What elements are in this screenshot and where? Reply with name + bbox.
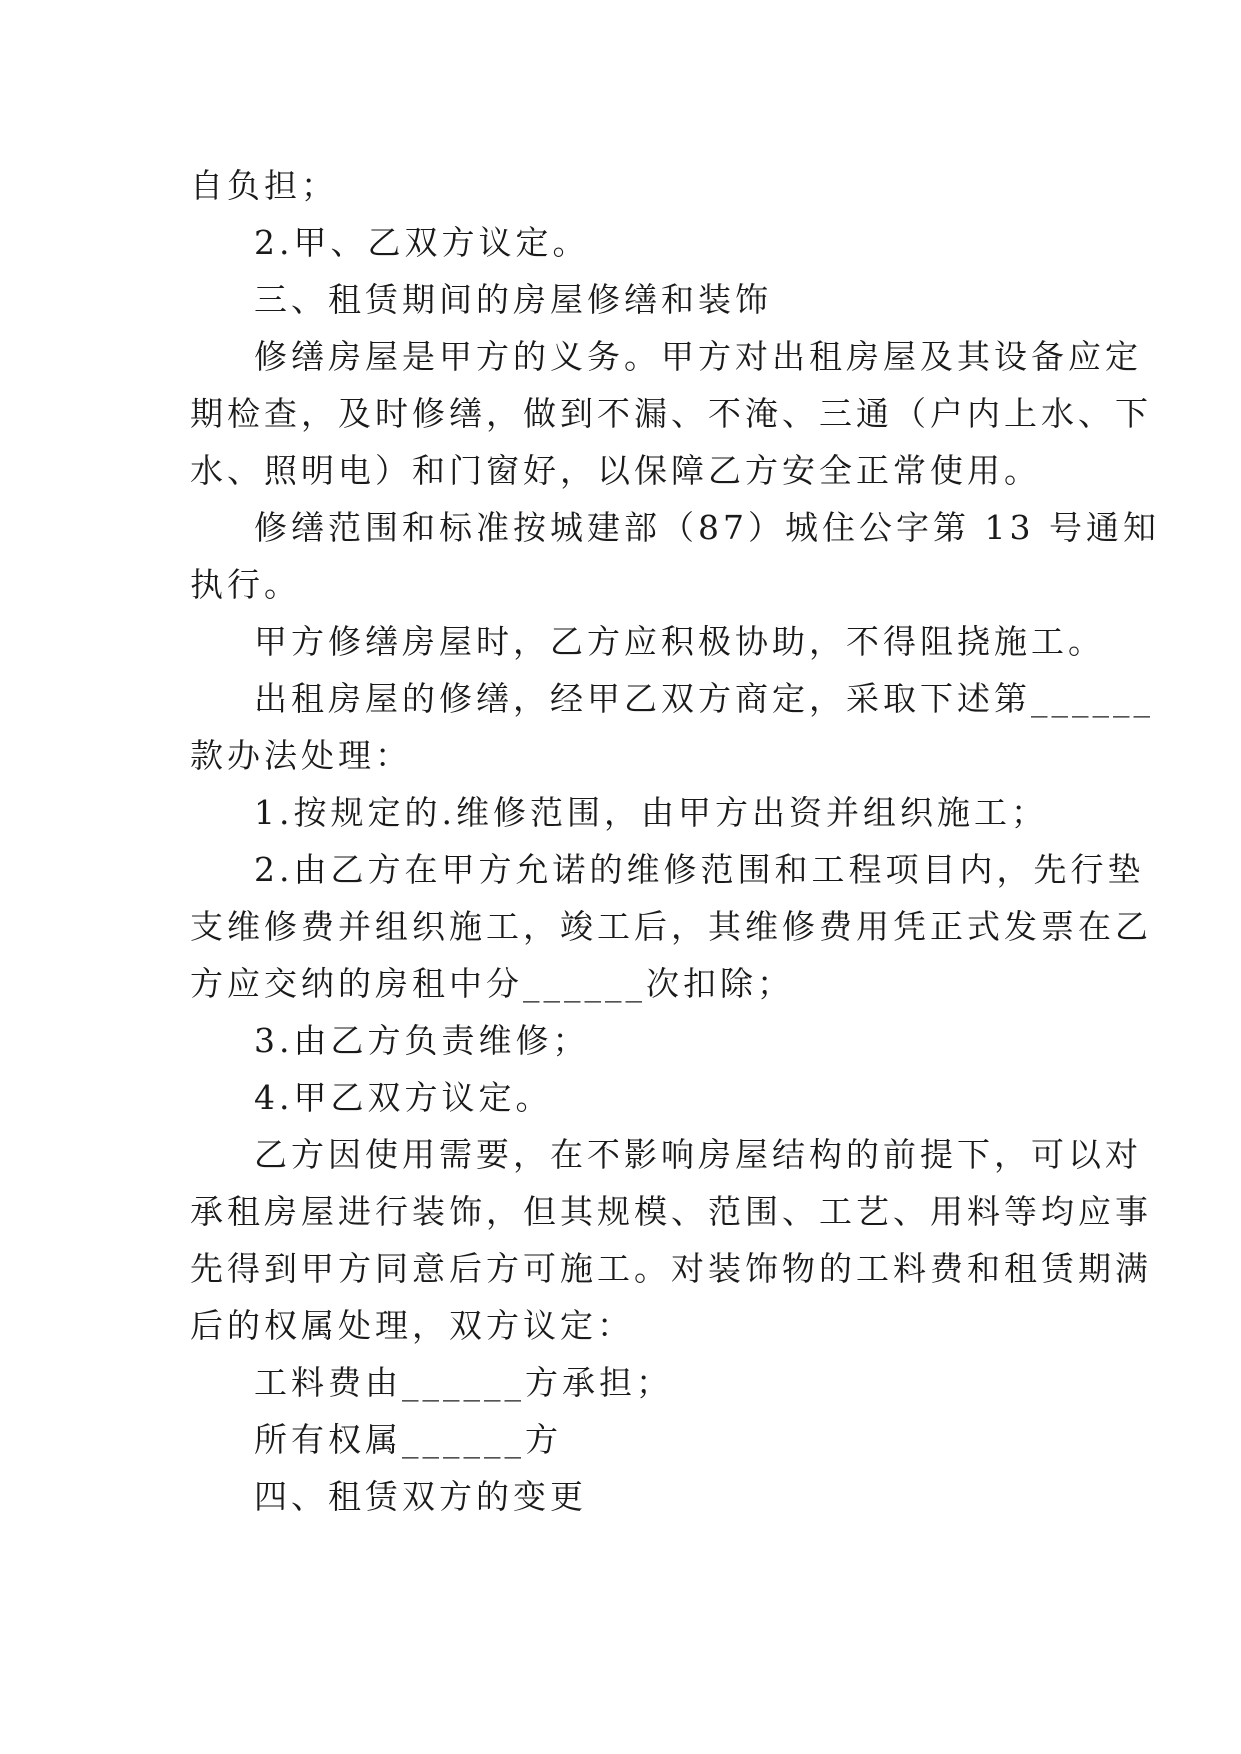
list-item: 4.甲乙双方议定。 — [254, 1078, 553, 1117]
text-line: 款办法处理： — [190, 736, 412, 775]
list-item: 3.由乙方负责维修； — [254, 1021, 590, 1060]
text-line: 承租房屋进行装饰，但其规模、范围、工艺、用料等均应事 — [190, 1192, 1152, 1231]
text-line: 水、照明电）和门窗好，以保障乙方安全正常使用。 — [190, 451, 1041, 490]
text-line: 修缮房屋是甲方的义务。甲方对出租房屋及其设备应定 — [254, 337, 1142, 376]
text-line: 出租房屋的修缮，经甲乙双方商定，采取下述第______ — [254, 679, 1154, 718]
text-line: 执行。 — [190, 565, 301, 604]
section-heading: 三、租赁期间的房屋修缮和装饰 — [254, 280, 772, 319]
text-line: 工料费由______方承担； — [254, 1363, 673, 1402]
section-heading: 四、租赁双方的变更 — [254, 1477, 587, 1516]
text-line: 期检查，及时修缮，做到不漏、不淹、三通（户内上水、下 — [190, 394, 1152, 433]
text-line: 乙方因使用需要，在不影响房屋结构的前提下，可以对 — [254, 1135, 1142, 1174]
text-line: 支维修费并组织施工，竣工后，其维修费用凭正式发票在乙 — [190, 907, 1152, 946]
text-line: 方应交纳的房租中分______次扣除； — [190, 964, 794, 1003]
text-line: 修缮范围和标准按城建部（87）城住公字第 13 号通知 — [254, 508, 1160, 547]
text-line: 后的权属处理，双方议定： — [190, 1306, 634, 1345]
text-line: 所有权属______方 — [254, 1420, 562, 1459]
text-line: 先得到甲方同意后方可施工。对装饰物的工料费和租赁期满 — [190, 1249, 1152, 1288]
list-item: 2.由乙方在甲方允诺的维修范围和工程项目内，先行垫 — [254, 850, 1145, 889]
list-item: 1.按规定的.维修范围，由甲方出资并组织施工； — [254, 793, 1048, 832]
text-line: 甲方修缮房屋时，乙方应积极协助，不得阻挠施工。 — [254, 622, 1105, 661]
text-line: 自负担； — [190, 166, 338, 205]
text-line: 2.甲、乙双方议定。 — [254, 223, 590, 262]
